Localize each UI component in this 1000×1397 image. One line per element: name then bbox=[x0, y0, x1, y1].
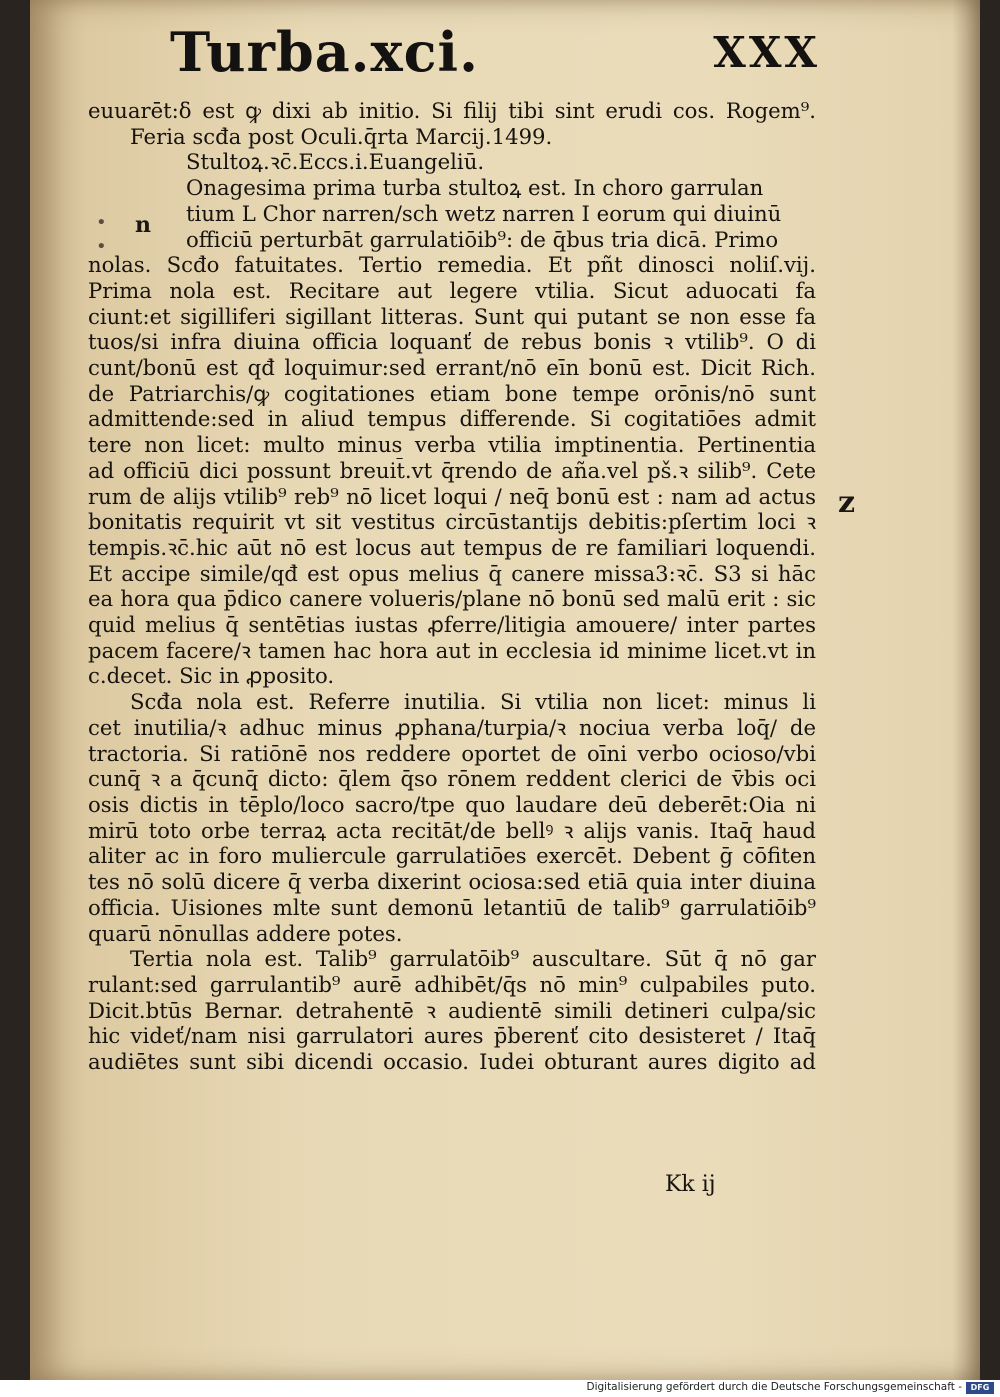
text-line: Et accipe simile/qđ est opus melius q̄ canere missa3:ꝛc̄. S3 si hāc bbox=[88, 560, 816, 586]
dfg-logo: DFG bbox=[966, 1382, 994, 1394]
text-line: nolas. Scđo fatuitates. Tertio remedia. Et pñt dinosci noliſ.vij. bbox=[88, 252, 816, 278]
text-line: tium L Chor narren/sch wetz narren I eorum qui diuinū bbox=[186, 200, 782, 226]
text-line: tere non licet: multo minus verba vtilia imptinentia. Pertinentia bbox=[88, 432, 816, 458]
text-line: tuos/si infra diuina officia loquanť de rebus bonis ꝛ vtilib⁹. O di bbox=[88, 329, 816, 355]
text-line: mirū toto orbe terraꝝ acta recitāt/de bellꝰ ꝛ alijs vanis. Itaq̄ haud bbox=[88, 817, 816, 843]
text-line: Prima nola est. Recitare aut legere vtilia. Sicut aduocati fa bbox=[88, 277, 816, 303]
text-line: rulant:sed garrulantib⁹ aurē adhibēt/q̄s nō min⁹ culpabiles puto. bbox=[88, 971, 816, 997]
text-line: ciunt:et sigilliferi sigillant litteras. Sunt qui putant se non esse fa bbox=[88, 303, 816, 329]
text-line: osis dictis in tēplo/loco sacro/tpe quo laudare deū deberēt:Oia ni bbox=[88, 791, 816, 817]
text-line: Scđa nola est. Referre inutilia. Si vtilia non licet: minus li bbox=[130, 689, 816, 715]
text-line: Tertia nola est. Talib⁹ garrulatōib⁹ auscultare. Sūt q̄ nō gar bbox=[130, 946, 816, 972]
body-text bbox=[88, 98, 816, 1075]
text-line: quarū nōnullas addere potes. bbox=[88, 920, 403, 946]
text-line: euuarēt:δ est ꝙ dixi ab initio. Si filij tibi sint erudi cos. Rogem⁹. bbox=[88, 98, 816, 123]
running-head bbox=[170, 20, 820, 100]
text-line: officiū perturbāt garrulatiōib⁹: de q̄bus tria dicā. Primo bbox=[186, 226, 779, 252]
text-line: hic videť/nam nisi garrulatori aures p̄berenť cito desisteret / Itaq̄ bbox=[88, 1023, 816, 1049]
text-line: Feria scđa post Oculi.q̄rta Marcij.1499. bbox=[130, 123, 553, 149]
running-head-title: Turba.xci. bbox=[170, 20, 479, 84]
margin-mark: • bbox=[96, 212, 107, 233]
signature-mark: Kk ij bbox=[665, 1172, 716, 1197]
text-line: ad officiū dici possunt breuit̄.vt q̄rendo de aña.vel pš.ꝛ silib⁹. Cete bbox=[88, 457, 816, 483]
text-line: officia. Uisiones mlte sunt demonū letantiū de talib⁹ garrulatiōib⁹ bbox=[88, 894, 816, 920]
text-line: aliter ac in foro muliercule garrulatiōes exercēt. Debent ḡ cōfiten bbox=[88, 843, 816, 869]
text-line: pacem facere/ꝛ tamen hac hora aut in ecclesia id minime licet.vt in bbox=[88, 637, 816, 663]
text-line: bonitatis requirit vt sit vestitus circūstantijs debitis:pſertim loci ꝛ bbox=[88, 509, 816, 535]
margin-note-n: n bbox=[135, 212, 151, 238]
folio-number: XXX bbox=[713, 28, 820, 77]
text-line: Stultoꝝ.ꝛc̄.Eccs.i.Euangeliū. bbox=[186, 149, 485, 175]
text-line: quid melius q̄ sentētias iustas ꝓferre/litigia amouere/ inter partes bbox=[88, 612, 816, 638]
digitization-footer bbox=[0, 1380, 1000, 1397]
text-line: cunt/bonū est qđ loquimur:sed errant/nō eīn bonū est. Dicit Rich. bbox=[88, 355, 816, 381]
text-line: tes nō solū dicere q̄ verba dixerint ociosa:sed etiā quia inter diuina bbox=[88, 869, 816, 895]
text-line: tractoria. Si ratiōnē nos reddere oportet de oīni verbo ocioso/vbi bbox=[88, 740, 816, 766]
text-line: de Patriarchis/ꝙ cogitationes etiam bone tempe orōnis/nō sunt bbox=[88, 380, 816, 406]
text-line: rum de alijs vtilib⁹ reb⁹ nō licet loqui / neq̄ bonū est : nam ad actus bbox=[88, 483, 816, 509]
text-line: cunq̄ ꝛ a q̄cunq̄ dicto: q̄lem q̄so rōnem reddent clerici de v̄bis oci bbox=[88, 766, 816, 792]
text-line: audiētes sunt sibi dicendi occasio. Iudei obturant aures digito ad bbox=[88, 1049, 816, 1075]
text-line: Dicit.btūs Bernar. detrahentē ꝛ audientē simili detineri culpa/sic bbox=[88, 997, 816, 1023]
margin-note-z: z bbox=[838, 485, 856, 520]
text-line: ea hora qua p̄dico canere volueris/plane nō bonū sed malū erit : sic bbox=[88, 586, 816, 612]
text-line: Onagesima prima turba stultoꝝ est. In choro garrulan bbox=[186, 175, 764, 201]
footer-credit: Digitalisierung gefördert durch die Deutsche Forschungsgemeinschaft - bbox=[586, 1381, 962, 1393]
margin-mark: • bbox=[96, 236, 107, 257]
text-line: c.decet. Sic in ꝓposito. bbox=[88, 663, 335, 689]
text-line: cet inutilia/ꝛ adhuc minus ꝓphana/turpia/ꝛ nociua verba loq̄/ de bbox=[88, 714, 816, 740]
book-page bbox=[30, 0, 980, 1380]
text-line: tempis.ꝛc̄.hic aūt nō est locus aut tempus de re familiari loquendi. bbox=[88, 534, 816, 560]
text-line: admittende:sed in aliud tempus differende. Si cogitatiōes admit bbox=[88, 406, 816, 432]
